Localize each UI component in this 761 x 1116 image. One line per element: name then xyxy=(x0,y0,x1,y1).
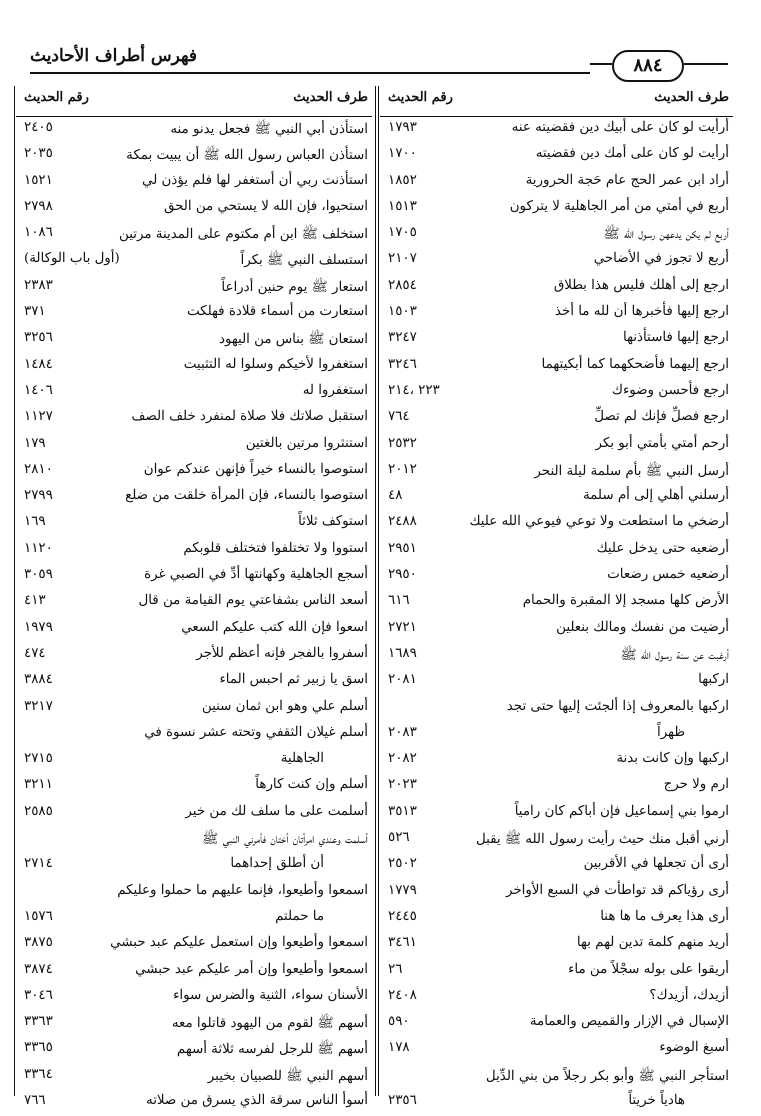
index-entry xyxy=(16,722,372,748)
hadith-text: أسهم ﷺ للرجل لفرسه ثلاثة أسهم xyxy=(176,1042,368,1058)
index-entry xyxy=(380,1037,733,1063)
hadith-text: ارم ولا حرج xyxy=(663,777,729,793)
hadith-text: أرحم أمتي بأمتي أبو بكر xyxy=(595,435,729,451)
hadith-text: أرضعيه حتى يدخل عليك xyxy=(596,540,729,556)
hadith-text: ارجع إليهما فأضحكهما كما أبكيتهما xyxy=(541,356,729,372)
index-entry xyxy=(16,538,372,564)
hadith-number: ٥٩٠ xyxy=(388,1014,410,1030)
hadith-text: أن أطلق إحداهما xyxy=(230,856,324,872)
hadith-number: ١٤٠٦ xyxy=(24,382,53,398)
index-entry xyxy=(380,1011,733,1037)
hadith-number: ٣٧١ xyxy=(24,304,46,320)
hadith-text: استقبل صلاتك فلا صلاة لمنفرد خلف الصف xyxy=(131,409,368,425)
hadith-number: ٣٥١٣ xyxy=(388,803,417,819)
index-entry xyxy=(380,880,733,906)
right-index-column xyxy=(380,84,733,1116)
hadith-number: ٢٧١٥ xyxy=(24,751,53,767)
hadith-number: ٣٢٤٦ xyxy=(388,356,417,372)
index-entry xyxy=(16,196,372,222)
hadith-text: أربع لا تجوز في الأضاحي xyxy=(593,251,729,267)
column-divider xyxy=(375,86,376,1096)
hadith-number: ٢٠٨٣ xyxy=(388,724,417,740)
hadith-number: ٢٤٠٥ xyxy=(24,120,53,135)
hadith-text: أسلمت وعندي امرأتان أختان فأمرني النبي ﷺ xyxy=(202,832,368,848)
hadith-text: اسمعوا وأطيعوا وإن استعمل عليكم عبد حبشي xyxy=(110,935,368,951)
hadith-number: ٢٩٥٠ xyxy=(388,567,417,583)
index-entry xyxy=(380,433,733,459)
hadith-text: أرأيت لو كان على أبيك دين فقضيته عنه xyxy=(511,120,729,135)
index-entry xyxy=(380,170,733,196)
hadith-text: استوكف ثلاثاً xyxy=(298,514,368,530)
index-entry xyxy=(380,380,733,406)
hadith-text: استعارت من أسماء قلادة فهلكت xyxy=(187,304,368,320)
index-entry xyxy=(380,485,733,511)
hadith-number: ٢٧١٤ xyxy=(24,856,53,872)
index-entry xyxy=(380,774,733,800)
index-entry xyxy=(380,301,733,327)
index-entry xyxy=(380,1064,733,1090)
hadith-number: ١٧٠٠ xyxy=(388,146,417,162)
hadith-text: أسلم غيلان الثقفي وتحته عشر نسوة في xyxy=(144,724,368,740)
hadith-text: اسمعوا وأطيعوا وإن أمر عليكم عبد حبشي xyxy=(135,961,368,977)
hadith-text: أراد ابن عمر الحج عام حَجة الحرورية xyxy=(525,172,729,188)
hadith-text: اركبها xyxy=(698,672,729,688)
hadith-text: أربع لم يكن يدعهن رسول الله ﷺ xyxy=(603,227,729,243)
hadith-number: ٧٦٦ xyxy=(24,1092,46,1108)
index-entry xyxy=(380,932,733,958)
hadith-text: أربع في أمتي من أمر الجاهلية لا يتركون xyxy=(509,198,729,214)
index-entry xyxy=(380,959,733,985)
hadith-text: الجاهلية xyxy=(280,751,324,767)
hadith-text: أرضخي ما استطعت ولا توعي فيوعي الله عليك xyxy=(469,514,729,530)
index-entry xyxy=(380,801,733,827)
hadith-text: ارجع إليها فأخبرها أن لله ما أخذ xyxy=(554,304,729,320)
hadith-number: ١٧٠٥ xyxy=(388,225,417,241)
number-divider-right xyxy=(378,86,379,1096)
hadith-number: ١٥٢١ xyxy=(24,172,53,188)
hadith-text: أسجع الجاهلية وكهانتها أدِّ في الصبي غرة xyxy=(144,567,368,583)
hadith-text: ارموا بني إسماعيل فإن أباكم كان رامياً xyxy=(514,803,729,819)
hadith-text: استووا ولا تختلفوا فتختلف قلوبكم xyxy=(183,540,368,556)
index-entry xyxy=(380,406,733,432)
hadith-number: ٢٨٥٤ xyxy=(388,277,417,293)
index-entry xyxy=(16,1037,372,1063)
hadith-number: ٢٥٠٢ xyxy=(388,856,417,872)
index-entry xyxy=(16,801,372,827)
hadith-text: ظهراً xyxy=(657,724,685,740)
column-header xyxy=(380,84,733,117)
left-rows xyxy=(16,117,372,1116)
hadith-text: أرى رؤياكم قد تواطأت في السبع الأواخر xyxy=(505,882,729,898)
hadith-text: أزيدك، أزيدك؟ xyxy=(649,987,729,1003)
hadith-number: ٣٢٤٧ xyxy=(388,330,417,346)
hadith-text: أريقوا على بوله سجْلاً من ماء xyxy=(568,961,729,977)
hadith-text: أرى أن تجعلها في الأقربين xyxy=(583,856,729,872)
hadith-text: استنثروا مرتين بالغتين xyxy=(245,435,368,451)
index-entry xyxy=(380,117,733,143)
index-entry xyxy=(16,985,372,1011)
index-entry xyxy=(16,617,372,643)
hadith-text: أسوأ الناس سرقة الذي يسرق من صلاته xyxy=(146,1092,368,1108)
hadith-number: ٢٠١٢ xyxy=(388,461,417,477)
hadith-text: هادياً خريتاً xyxy=(628,1092,685,1108)
index-entry xyxy=(16,774,372,800)
hadith-number: ١٩٧٩ xyxy=(24,619,53,635)
hadith-number: ٢٥٣٢ xyxy=(388,435,417,451)
text-heading: طرف الحديث xyxy=(293,90,368,105)
page-title: فهرس أطراف الأحاديث xyxy=(30,46,198,66)
index-entry xyxy=(16,906,372,932)
hadith-text: أسهم النبي ﷺ للصبيان بخيبر xyxy=(207,1068,368,1084)
hadith-text: أرضيت من نفسك ومالك بنعلين xyxy=(556,619,729,635)
hadith-number: ٧٦٤ xyxy=(388,409,410,425)
index-entry xyxy=(16,459,372,485)
page-header xyxy=(0,0,761,84)
hadith-text: أسلم وإن كنت كارهاً xyxy=(255,777,368,793)
index-entry xyxy=(16,932,372,958)
hadith-text: أسفروا بالفجر فإنه أعظم للأجر xyxy=(196,645,368,661)
hadith-number: ٣٨٧٥ xyxy=(24,935,53,951)
index-entry xyxy=(380,853,733,879)
index-entry xyxy=(380,669,733,695)
hadith-number: ٢٦ xyxy=(388,961,403,977)
index-entry xyxy=(16,590,372,616)
hadith-text: أسهم ﷺ لقوم من اليهود قاتلوا معه xyxy=(171,1016,368,1032)
number-divider-left xyxy=(14,86,15,1096)
index-entry xyxy=(380,748,733,774)
hadith-number: ٢٠٣٥ xyxy=(24,146,53,162)
index-entry xyxy=(380,222,733,248)
hadith-text: ارجع فأحسن وضوءك xyxy=(611,382,729,398)
hadith-number: ١١٢٠ xyxy=(24,540,53,556)
hadith-text: أرأيت لو كان على أمك دين فقضيته xyxy=(535,146,729,162)
header-rule xyxy=(30,72,590,74)
hadith-number: ٢٣٥٦ xyxy=(388,1092,417,1108)
hadith-number: ٢٠٨١ xyxy=(388,672,417,688)
hadith-text: أرسل النبي ﷺ بأم سلمة ليلة النحر xyxy=(534,463,729,479)
hadith-text: استأذنت ربي أن أستغفر لها فلم يؤذن لي xyxy=(142,172,368,188)
index-entry xyxy=(16,275,372,301)
hadith-number: ٢٧٢١ xyxy=(388,619,417,635)
hadith-number: ٢٢٣ ،٢١٤ xyxy=(388,382,440,398)
hadith-text: استعان ﷺ بناس من اليهود xyxy=(218,332,368,348)
hadith-text: اسق يا زبير ثم احبس الماء xyxy=(219,672,368,688)
hadith-number: ٦١٦ xyxy=(388,593,410,609)
hadith-number: ٤٧٤ xyxy=(24,645,46,661)
right-rows xyxy=(380,117,733,1116)
hadith-number: ١٦٨٩ xyxy=(388,645,417,661)
index-entry xyxy=(16,1090,372,1116)
hadith-number: ٢٤٤٥ xyxy=(388,908,417,924)
index-entry xyxy=(16,827,372,853)
index-entry xyxy=(16,433,372,459)
index-entry xyxy=(380,538,733,564)
index-entry xyxy=(16,669,372,695)
hadith-text: الأرض كلها مسجد إلا المقبرة والحمام xyxy=(522,593,729,609)
hadith-number: ٢٨١٠ xyxy=(24,461,53,477)
index-entry xyxy=(380,1090,733,1116)
index-entry xyxy=(16,696,372,722)
number-heading: رقم الحديث xyxy=(24,90,89,105)
index-entry xyxy=(380,617,733,643)
hadith-text: استغفروا لأخيكم وسلوا له التثبيت xyxy=(183,356,368,372)
index-entry xyxy=(16,564,372,590)
hadith-text: ارجع فصلِّ فإنك لم تصلِّ xyxy=(594,409,729,425)
hadith-text: أرني أقبل منك حيث رأيت رسول الله ﷺ يقبل xyxy=(475,832,729,848)
hadith-text: ارجع إليها فاستأذنها xyxy=(623,330,729,346)
hadith-text: أرضعيه خمس رضعات xyxy=(607,567,729,583)
hadith-number: ١١٢٧ xyxy=(24,409,53,425)
hadith-text: اسمعوا وأطيعوا، فإنما عليهم ما حملوا وعليكم xyxy=(117,882,368,898)
hadith-number: ٣٠٥٩ xyxy=(24,567,53,583)
hadith-text: أسعد الناس بشفاعتي يوم القيامة من قال xyxy=(138,593,368,609)
hadith-number: ٢٠٢٣ xyxy=(388,777,417,793)
hadith-text: استوصوا بالنساء، فإن المرأة خلقت من ضلع xyxy=(125,488,368,504)
index-entry xyxy=(16,880,372,906)
hadith-number: ٣٠٤٦ xyxy=(24,987,53,1003)
hadith-number: ١٥١٣ xyxy=(388,198,417,214)
index-entry xyxy=(16,485,372,511)
hadith-number: ١٤٨٤ xyxy=(24,356,53,372)
hadith-number: ١٦٩ xyxy=(24,514,46,530)
hadith-number: ٥٢٦ xyxy=(388,830,410,846)
page-number-line xyxy=(590,63,612,65)
index-entry xyxy=(16,170,372,196)
index-entry xyxy=(16,1064,372,1090)
index-entry xyxy=(380,459,733,485)
hadith-text: أسلم علي وهو ابن ثمان سنين xyxy=(201,698,368,714)
index-entry xyxy=(16,853,372,879)
hadith-number: ٤٨ xyxy=(388,488,403,504)
hadith-text: اسعوا فإن الله كتب عليكم السعي xyxy=(181,619,368,635)
index-entry xyxy=(380,248,733,274)
hadith-number: ١٧٨ xyxy=(388,1040,410,1056)
index-entry xyxy=(380,827,733,853)
hadith-text: استحيوا، فإن الله لا يستحي من الحق xyxy=(163,198,368,214)
index-entry xyxy=(380,354,733,380)
hadith-text: الأسنان سواء، الثنية والضرس سواء xyxy=(173,987,368,1003)
hadith-number: ٣٨٧٤ xyxy=(24,961,53,977)
hadith-text: أرسلني أهلي إلى أم سلمة xyxy=(583,488,729,504)
hadith-text: أرى هذا يعرف ما ها هنا xyxy=(600,908,729,924)
index-entry xyxy=(380,906,733,932)
hadith-number: ٣٣٦٣ xyxy=(24,1014,53,1030)
index-entry xyxy=(16,327,372,353)
hadith-number: ٣٢١١ xyxy=(24,777,53,793)
hadith-text: استأذن العباس رسول الله ﷺ أن يبيت بمكة xyxy=(126,148,368,164)
hadith-text: استأذن أبي النبي ﷺ فجعل يدنو منه xyxy=(170,122,368,137)
hadith-number: ٢٧٩٨ xyxy=(24,198,53,214)
index-entry xyxy=(16,643,372,669)
hadith-number: ١٥٧٦ xyxy=(24,908,53,924)
hadith-text: استسلف النبي ﷺ بكراً xyxy=(240,253,368,269)
index-entry xyxy=(380,590,733,616)
hadith-number: ١٧٩٣ xyxy=(388,120,417,135)
index-entry xyxy=(16,301,372,327)
hadith-number: ٢٤٨٨ xyxy=(388,514,417,530)
hadith-number: ١٠٨٦ xyxy=(24,225,53,241)
hadith-number: ١٨٥٢ xyxy=(388,172,417,188)
index-entry xyxy=(380,511,733,537)
hadith-text: ارجع إلى أهلك فليس هذا بطلاق xyxy=(553,277,729,293)
index-entry xyxy=(16,117,372,143)
index-entry xyxy=(16,222,372,248)
hadith-text: اركبها وإن كانت بدنة xyxy=(616,751,729,767)
text-heading: طرف الحديث xyxy=(654,90,729,105)
hadith-number: ٣٤٦١ xyxy=(388,935,417,951)
hadith-number: ٢٠٨٢ xyxy=(388,751,417,767)
index-entry xyxy=(16,143,372,169)
index-entry xyxy=(16,380,372,406)
column-header xyxy=(16,84,372,117)
index-entry xyxy=(16,406,372,432)
hadith-text: استعار ﷺ يوم حنين أدراعاً xyxy=(221,279,368,295)
hadith-text: اركبها بالمعروف إذا ألجئت إليها حتى تجد xyxy=(506,698,729,714)
hadith-number: ٢٩٥١ xyxy=(388,540,417,556)
page-number-line xyxy=(684,63,728,65)
hadith-text: استغفروا له xyxy=(302,382,368,398)
index-entry xyxy=(16,959,372,985)
hadith-text: أسبغ الوضوء xyxy=(659,1040,729,1056)
index-entry xyxy=(380,327,733,353)
page-number: ٨٨٤ xyxy=(612,50,684,82)
index-entry xyxy=(380,275,733,301)
index-entry xyxy=(380,196,733,222)
hadith-text: أريد منهم كلمة تدين لهم بها xyxy=(576,935,729,951)
hadith-text: استوصوا بالنساء خيراً فإنهن عندكم عوان xyxy=(143,461,368,477)
hadith-text: استخلف ﷺ ابن أم مكتوم على المدينة مرتين xyxy=(119,227,368,243)
hadith-number: (أول باب الوكالة) xyxy=(24,251,120,267)
hadith-number: ٢٤٠٨ xyxy=(388,987,417,1003)
hadith-text: الإسبال في الإزار والقميص والعمامة xyxy=(529,1014,729,1030)
index-entry xyxy=(16,748,372,774)
hadith-number: ٢٣٨٣ xyxy=(24,277,53,293)
hadith-text: أسلمت على ما سلف لك من خير xyxy=(185,803,368,819)
index-entry xyxy=(16,511,372,537)
left-index-column xyxy=(16,84,372,1116)
hadith-text: أرغبت عن سنة رسول الله ﷺ xyxy=(620,647,729,663)
hadith-number: ٣٨٨٤ xyxy=(24,672,53,688)
hadith-number: ١٧٩ xyxy=(24,435,46,451)
hadith-number: ٣٣٦٥ xyxy=(24,1040,53,1056)
hadith-number: ٣٣٦٤ xyxy=(24,1066,53,1082)
index-entry xyxy=(380,985,733,1011)
hadith-number: ٢١٠٧ xyxy=(388,251,417,267)
hadith-number: ١٥٠٣ xyxy=(388,304,417,320)
hadith-text: استأجر النبي ﷺ وأبو بكر رجلاً من بني الدِّيل xyxy=(485,1068,729,1084)
hadith-number: ٢٧٩٩ xyxy=(24,488,53,504)
index-entry xyxy=(380,722,733,748)
index-entry xyxy=(380,143,733,169)
index-entry xyxy=(380,696,733,722)
number-heading: رقم الحديث xyxy=(388,90,453,105)
index-entry xyxy=(16,354,372,380)
index-entry xyxy=(16,248,372,274)
hadith-number: ١٧٧٩ xyxy=(388,882,417,898)
hadith-text: ما حملتم xyxy=(275,908,324,924)
index-entry xyxy=(380,643,733,669)
hadith-number: ٣٢٥٦ xyxy=(24,330,53,346)
hadith-number: ٣٢١٧ xyxy=(24,698,53,714)
hadith-number: ٤١٣ xyxy=(24,593,46,609)
hadith-number: ٢٥٨٥ xyxy=(24,803,53,819)
index-entry xyxy=(380,564,733,590)
index-entry xyxy=(16,1011,372,1037)
